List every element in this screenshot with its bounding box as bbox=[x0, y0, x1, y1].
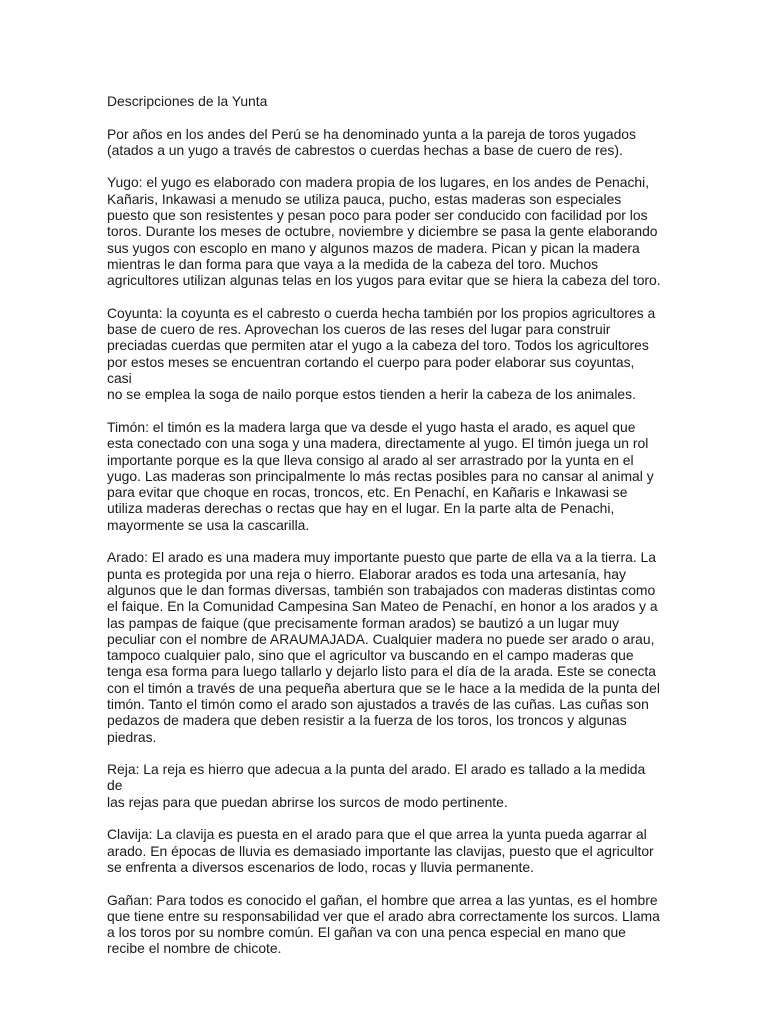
paragraph-coyunta: Coyunta: la coyunta es el cabresto o cuerda hecha también por los propios agricultores a base de cuero de res. Aprovechan los cueros de las reses del lugar para construir preciadas cuerdas que permiten atar el yugo a la cabeza del toro. Todos los agricultores por estos meses se encuentran cortando el cuerpo para poder elaborar sus coyuntas, casi no se emplea la soga de nailo porque estos tienden a herir la cabeza de los animales. bbox=[107, 304, 656, 403]
paragraph-intro: Por años en los andes del Perú se ha denominado yunta a la pareja de toros yugados (atados a un yugo a través de cabrestos o cuerdas hechas a base de cuero de res). bbox=[107, 125, 636, 158]
paragraph-arado: Arado: El arado es una madera muy importante puesto que parte de ella va a la tierra. La punta es protegida por una reja o hierro. Elaborar arados es toda una artesanía, hay algunos que le dan formas diversas, también son trabajados con maderas distintas como el faique. En la Comunidad Campesina San Mateo de Penachí, en honor a los arados y a las pampas de faique (que precisamente forman arados) se bautizó a un lugar muy peculiar con el nombre de ARAUMAJADA. Cualquier madera no puede ser arado o arau, tampoco cualquier palo, sino que el agricultor va buscando en el campo maderas que tenga esa forma para luego tallarlo y dejarlo listo para el día de la arada. Este se conecta con el timón a través de una pequeña abertura que se le hace a la medida de la punta del timón. Tanto el timón como el arado son ajustados a través de las cuñas. Las cuñas son pedazos de madera que deben resistir a la fuerza de los toros, los troncos y algunas piedras. bbox=[107, 549, 660, 745]
paragraph-timon: Timón: el timón es la madera larga que va desde el yugo hasta el arado, es aquel que esta conectado con una soga y una madera, directamente al yugo. El timón juega un rol importante porque es la que lleva consigo al arado al ser arrastrado por la yunta en el yugo. Las maderas son principalmente lo más rectas posibles para no cansar al animal y para evitar que choque en rocas, troncos, etc. En Penachí, en Kañaris e Inkawasi se utiliza maderas derechas o rectas que hay en el lugar. En la parte alta de Penachi, mayormente se usa la cascarilla. bbox=[107, 418, 654, 533]
paragraph-reja: Reja: La reja es hierro que adecua a la punta del arado. El arado es tallado a la medida de las rejas para que puedan abrirse los surcos de modo pertinente. bbox=[107, 761, 646, 810]
paragraph-yugo: Yugo: el yugo es elaborado con madera propia de los lugares, en los andes de Penachi, Kañaris, Inkawasi a menudo se utiliza pauca, pucho, estas maderas son especiales puesto que son resistentes y pesan poco para poder ser conducido con facilidad por los toros. Durante los meses de octubre, noviembre y diciembre se pasa la gente elaborando sus yugos con escoplo en mano y algunos mazos de madera. Pican y pican la madera mientras le dan forma para que vaya a la medida de la cabeza del toro. Muchos agricultores utilizan algunas telas en los yugos para evitar que se hiera la cabeza del toro. bbox=[107, 174, 661, 289]
document-body bbox=[107, 93, 662, 973]
document-title: Descripciones de la Yunta bbox=[107, 93, 268, 109]
paragraph-ganan: Gañan: Para todos es conocido el gañan, el hombre que arrea a las yuntas, es el hombre que tiene entre su responsabilidad ver que el arado abra correctamente los surcos. Llama a los toros por su nombre común. El gañan va con una penca especial en mano que recibe el nombre de chicote. bbox=[107, 891, 660, 957]
paragraph-clavija: Clavija: La clavija es puesta en el arado para que el que arrea la yunta pueda agarrar al arado. En épocas de lluvia es demasiado importante las clavijas, puesto que el agricultor se enfrenta a diversos escenarios de lodo, rocas y lluvia permanente. bbox=[107, 826, 654, 875]
